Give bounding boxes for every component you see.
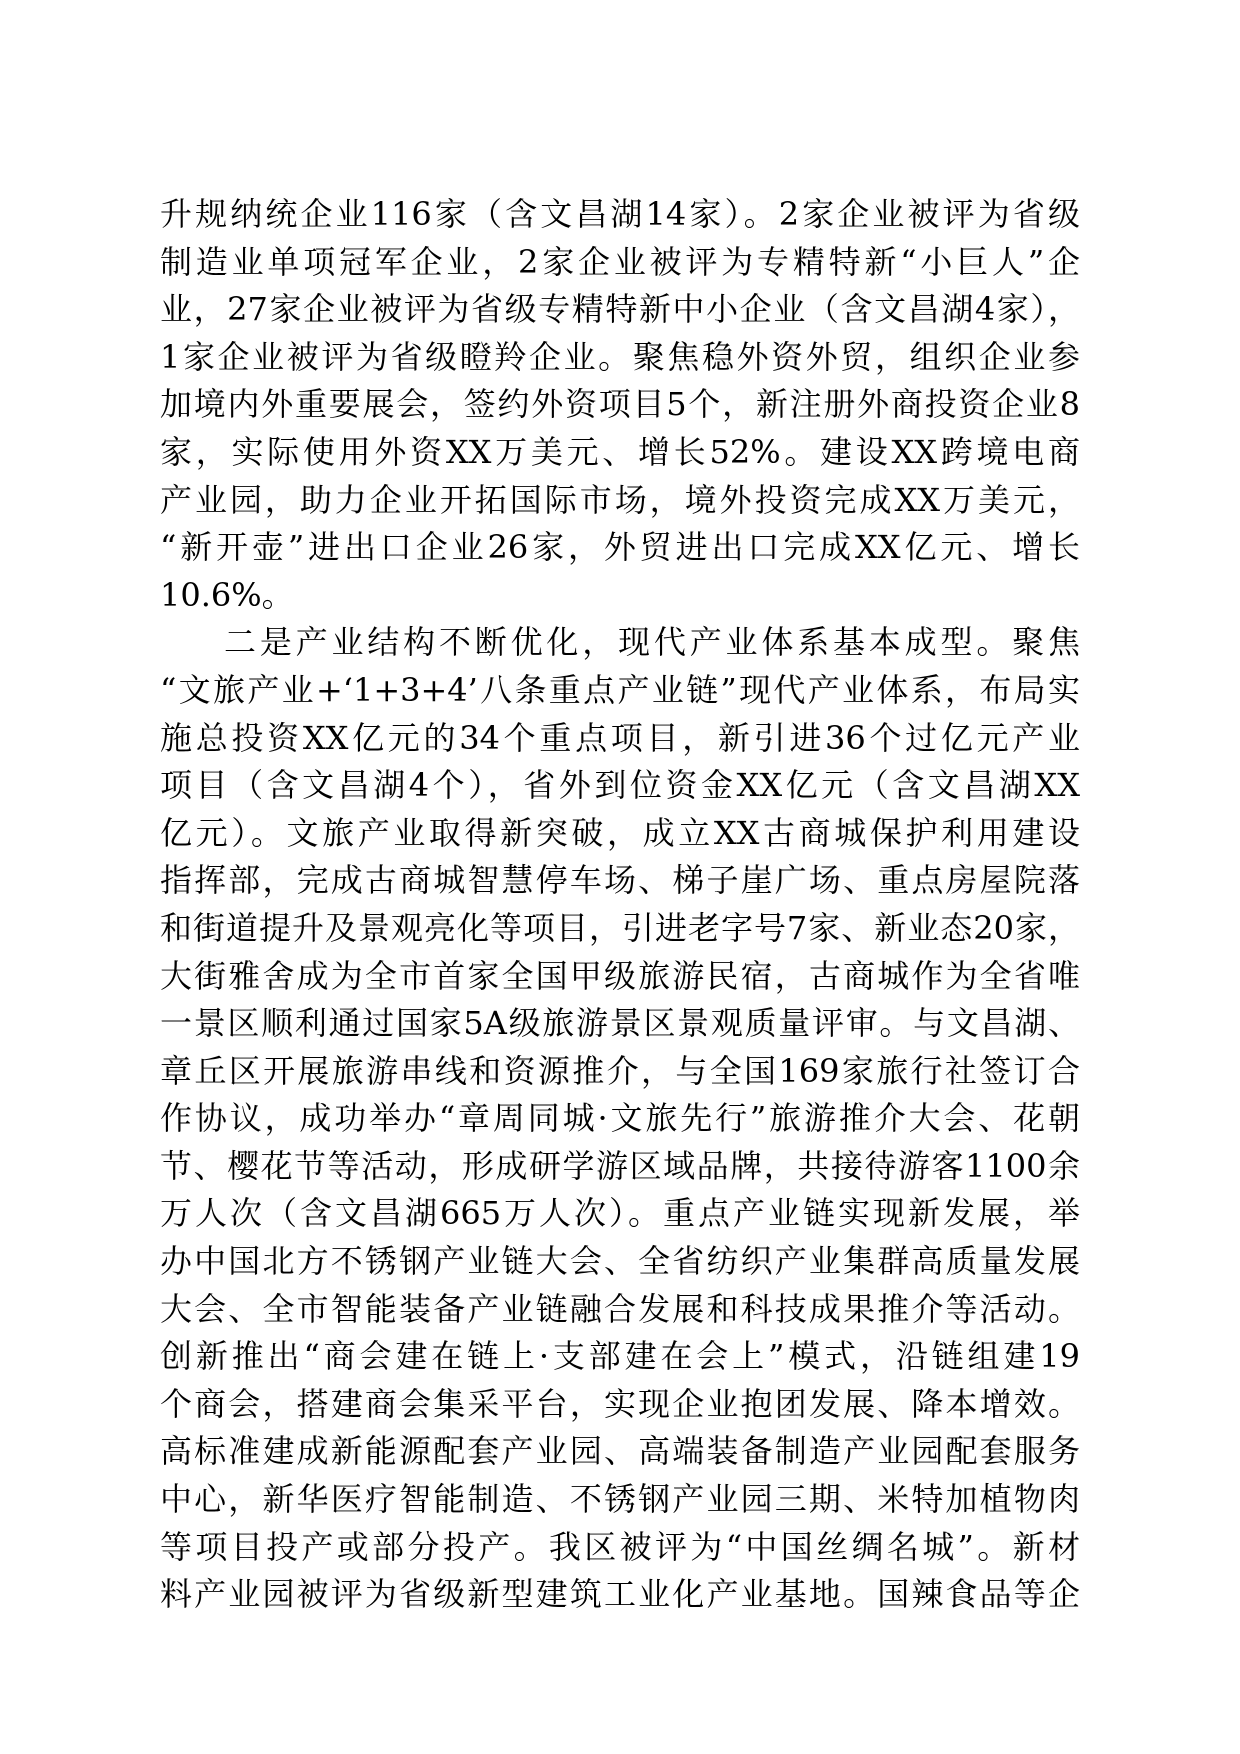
text-line: “文旅产业+‘1+3+4’八条重点产业链”现代产业体系，布局实 (160, 670, 1080, 709)
text-line: 1家企业被评为省级瞪羚企业。聚焦稳外资外贸，组织企业参 (160, 337, 1080, 376)
text-line: “新开壶”进出口企业26家，外贸进出口完成XX亿元、增长 (160, 528, 1080, 567)
text-line: 一景区顺利通过国家5A级旅游景区景观质量评审。与文昌湖、 (160, 1004, 1080, 1043)
text-line: 办中国北方不锈钢产业链大会、全省纺织产业集群高质量发展 (160, 1242, 1080, 1281)
text-line: 二是产业结构不断优化，现代产业体系基本成型。聚焦 (224, 623, 1080, 662)
text-line: 家，实际使用外资XX万美元、增长52%。建设XX跨境电商 (160, 432, 1080, 471)
text-line: 等项目投产或部分投产。我区被评为“中国丝绸名城”。新材 (160, 1527, 1080, 1566)
text-line: 指挥部，完成古商城智慧停车场、梯子崖广场、重点房屋院落 (160, 861, 1080, 900)
text-line: 业，27家企业被评为省级专精特新中小企业（含文昌湖4家）， (160, 290, 1080, 329)
text-line: 大街雅舍成为全市首家全国甲级旅游民宿，古商城作为全省唯 (160, 956, 1080, 995)
text-line: 作协议，成功举办“章周同城·文旅先行”旅游推介大会、花朝 (160, 1099, 1080, 1138)
text-line: 节、樱花节等活动，形成研学游区域品牌，共接待游客1100余 (160, 1146, 1080, 1185)
text-line: 产业园，助力企业开拓国际市场，境外投资完成XX万美元， (160, 480, 1080, 519)
text-line: 大会、全市智能装备产业链融合发展和科技成果推介等活动。 (160, 1289, 1080, 1328)
text-line: 创新推出“商会建在链上·支部建在会上”模式，沿链组建19 (160, 1337, 1080, 1376)
paragraph-2 (160, 619, 1080, 1618)
text-line: 和街道提升及景观亮化等项目，引进老字号7家、新业态20家， (160, 908, 1080, 947)
paragraph-1 (160, 191, 1080, 619)
text-line: 个商会，搭建商会集采平台，实现企业抱团发展、降本增效。 (160, 1384, 1080, 1423)
text-line: 施总投资XX亿元的34个重点项目，新引进36个过亿元产业 (160, 718, 1080, 757)
text-line: 万人次（含文昌湖665万人次）。重点产业链实现新发展，举 (160, 1194, 1080, 1233)
text-line: 项目（含文昌湖4个），省外到位资金XX亿元（含文昌湖XX (160, 766, 1080, 805)
text-line: 料产业园被评为省级新型建筑工业化产业基地。国辣食品等企 (160, 1575, 1080, 1614)
text-line: 章丘区开展旅游串线和资源推介，与全国169家旅行社签订合 (160, 1051, 1080, 1090)
text-line: 10.6%。 (160, 575, 294, 614)
text-line: 高标准建成新能源配套产业园、高端装备制造产业园配套服务 (160, 1432, 1080, 1471)
text-line: 中心，新华医疗智能制造、不锈钢产业园三期、米特加植物肉 (160, 1480, 1080, 1519)
text-line: 制造业单项冠军企业，2家企业被评为专精特新“小巨人”企 (160, 242, 1080, 281)
text-line: 升规纳统企业116家（含文昌湖14家）。2家企业被评为省级 (160, 195, 1080, 233)
text-line: 亿元）。文旅产业取得新突破，成立XX古商城保护利用建设 (160, 813, 1080, 852)
body-text (160, 191, 1080, 1619)
text-line: 加境内外重要展会，签约外资项目5个，新注册外商投资企业8 (160, 385, 1080, 424)
